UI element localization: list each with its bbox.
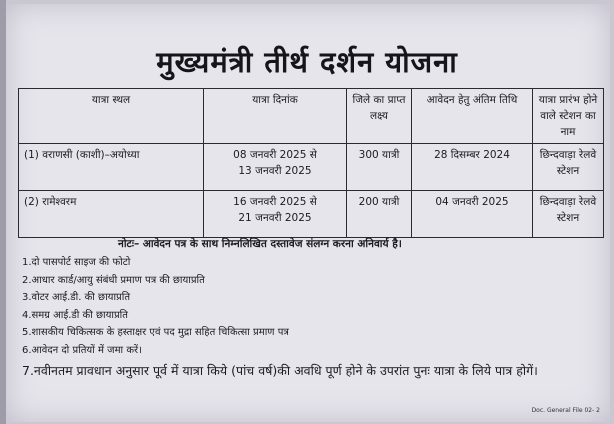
header-station: यात्रा प्रारंभ होने वाले स्टेशन का नाम — [533, 89, 604, 144]
cell-last-date: 28 दिसम्बर 2024 — [412, 144, 533, 191]
note-heading: नोटः– आवेदन पत्र के साथ निम्नलिखित दस्तावेज संलग्न करना अनिवार्य है। — [118, 238, 402, 250]
cell-place: (1) वराणसी (काशी)–अयोध्या — [19, 144, 204, 191]
table-row — [19, 191, 604, 238]
cell-station: छिन्दवाड़ा रेलवे स्टेशन — [533, 191, 604, 238]
list-item: 5.शासकीय चिकित्सक के हस्ताक्षर एवं पद मुद्रा सहित चिकित्सा प्रमाण पत्र — [22, 327, 289, 338]
page-title: मुख्यमंत्री तीर्थ दर्शन योजना — [156, 45, 458, 79]
list-item: 2.आधार कार्ड/आयु संबंधी प्रमाण पत्र की छायाप्रति — [22, 274, 205, 286]
yatra-schedule-table — [18, 88, 604, 238]
list-item: 1.दो पासपोर्ट साइज की फोटो — [22, 257, 131, 268]
footer-file-ref: Doc. General File 02- 2 — [531, 407, 600, 414]
list-item: 4.समग्र आई.डी की छायाप्रति — [22, 309, 128, 321]
documents-list — [22, 254, 602, 380]
date-start: 16 जनवरी 2025 से — [233, 196, 317, 208]
cell-date — [204, 191, 347, 238]
cell-last-date: 04 जनवरी 2025 — [412, 191, 533, 238]
header-date: यात्रा दिनांक — [204, 89, 347, 144]
header-last-date: आवेदन हेतु अंतिम तिथि — [412, 89, 533, 144]
date-start: 08 जनवरी 2025 से — [233, 149, 317, 161]
cell-target: 200 यात्री — [347, 191, 412, 238]
header-place: यात्रा स्थल — [19, 89, 204, 144]
eligibility-rule: 7.नवीनतम प्रावधान अनुसार पूर्व में यात्रा किये (पांच वर्ष)की अवधि पूर्ण होने के उपरांत पुनः यात्रा के लिये पात्र होगें। — [22, 363, 538, 378]
cell-station: छिन्दवाड़ा रेलवे स्टेशन — [533, 144, 604, 191]
cell-date — [204, 144, 347, 191]
table-row — [19, 144, 604, 191]
table-header-row — [19, 89, 604, 144]
cell-place: (2) रामेश्वरम — [19, 191, 204, 238]
date-end: 13 जनवरी 2025 — [238, 165, 312, 177]
cell-target: 300 यात्री — [347, 144, 412, 191]
list-item: 3.वोटर आई.डी. की छायाप्रति — [22, 292, 131, 303]
list-item: 6.आवेदन दो प्रतियों में जमा करें। — [22, 344, 142, 356]
header-target: जिले का प्राप्त लक्ष्य — [347, 89, 412, 144]
date-end: 21 जनवरी 2025 — [238, 212, 312, 224]
